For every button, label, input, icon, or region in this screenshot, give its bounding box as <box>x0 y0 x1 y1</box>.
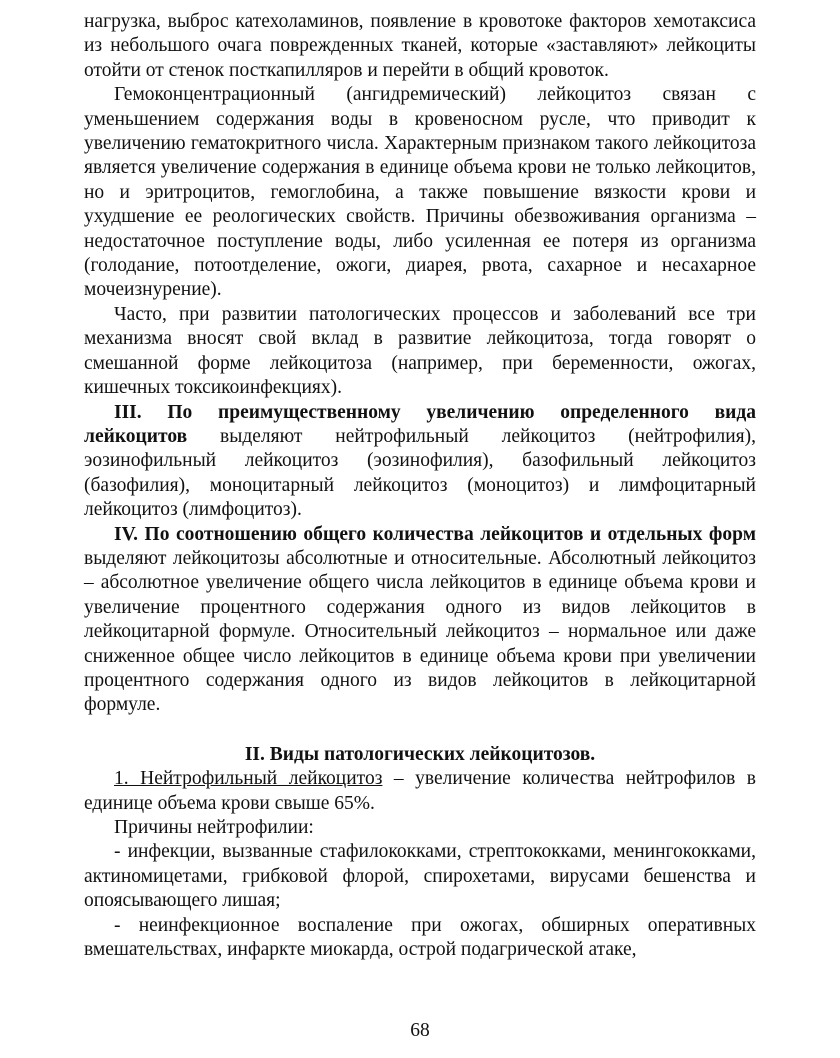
classification-iv-heading: IV. По соотношению общего количества лейкоцитов и отдельных форм <box>114 523 756 545</box>
page-number: 68 <box>410 1020 430 1041</box>
section-heading: II. Виды патологических лейкоцитозов. <box>244 743 596 765</box>
section-spacer <box>84 718 756 743</box>
paragraph-neutrophil-definition <box>84 767 756 816</box>
causes-title: Причины нейтрофилии: <box>114 817 314 838</box>
classification-iii-text: выделяют нейтрофильный лейкоцитоз (нейтрофилия), эозинофильный лейкоцитоз (эозинофилия), базофильный лейкоцитоз (базофилия), моноцитарный лейкоцитоз (моноцитоз) и лимфоцитарный лейкоцитоз (лимфоцитоз). <box>84 425 756 521</box>
cause-item: - неинфекционное воспаление при ожогах, обширных оперативных вмешательствах, инфаркте миокарда, острой подагрической атаке, <box>84 914 756 961</box>
paragraph-mixed-form: Часто, при развитии патологических процессов и заболеваний все три механизма вносят свой вклад в развитие лейкоцитоза, тогда говорят о смешанной форме лейкоцитоза (например, при беременности, ожогах, кишечных токсикоинфекциях). <box>84 303 756 399</box>
neutrophil-term: 1. Нейтрофильный лейкоцитоз <box>114 768 383 790</box>
neutrophil-definition: – увеличение количества нейтрофилов в единице объема крови свыше 65%. <box>84 768 757 814</box>
paragraph-classification-iv <box>84 523 756 718</box>
cause-item: - инфекции, вызванные стафилококками, стрептококками, менингококками, актиномицетами, грибковой флорой, спирохетами, вирусами бешенства и опоясывающего лишая; <box>84 841 756 912</box>
paragraph-continuation: нагрузка, выброс катехоламинов, появление в кровотоке факторов хемотаксиса из небольшого очага поврежденных тканей, которые «заставляют» лейкоциты отойти от стенок посткапилляров и перейти в общий кровоток. <box>84 11 756 81</box>
document-page <box>84 10 756 962</box>
classification-iv-text: выделяют лейкоцитозы абсолютные и относительные. Абсолютный лейкоцитоз – абсолютное увеличение общего числа лейкоцитов в единице объема крови и увеличение процентного содержания одного из видов лейкоцитов в лейкоцитарной формуле. Относительный лейкоцитоз – нормальное или даже сниженное общее число лейкоцитов в единице объема крови при увеличении процентного содержания одного из видов лейкоцитов в лейкоцитарной формуле. <box>84 547 756 716</box>
paragraph-hemoconcentration: Гемоконцентрационный (ангидремический) лейкоцитоз связан с уменьшением содержания воды в кровеносном русле, что приводит к увеличению гематокритного числа. Характерным признаком такого лейкоцитоза является увеличение содержания в единице объема крови не только лейкоцитов, но и эритроцитов, гемоглобина, а также повышение вязкости крови и ухудшение ее реологических свойств. Причины обезвоживания организма – недостаточное поступление воды, либо усиленная ее потеря из организма (голодание, потоотделение, ожоги, диарея, рвота, сахарное и несахарное мочеизнурение). <box>84 84 756 301</box>
paragraph-classification-iii <box>84 401 756 523</box>
classification-iii-heading: III. По преимущественному увеличению определенного вида лейкоцитов <box>84 401 756 447</box>
